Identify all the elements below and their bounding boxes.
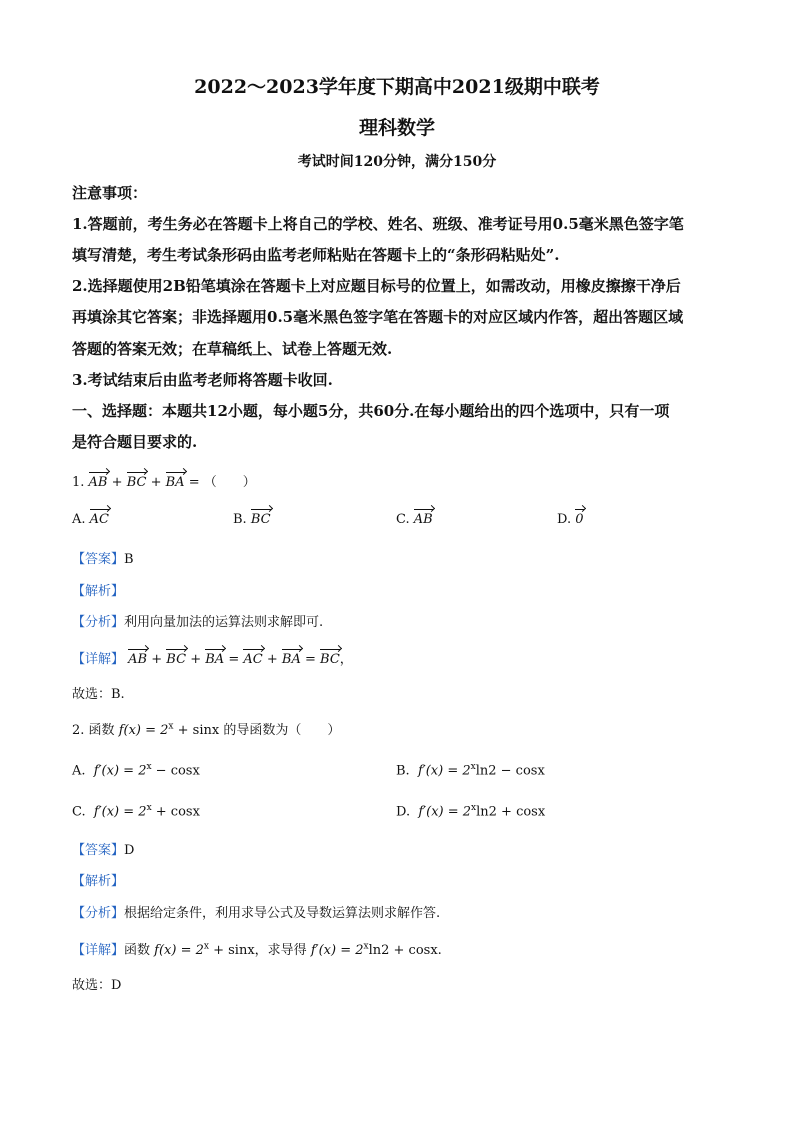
section-heading-2: 是符合题目要求的. [72,433,198,451]
answer-value: D [124,843,135,858]
exponent: x [470,762,476,772]
q2-prefix: 2. 函数 [72,723,115,738]
answer-value: B [124,552,134,567]
note-2a: 2.选择题使用2B铅笔填涂在答题卡上对应题目标号的位置上，如需改动，用橡皮擦擦干净后 [72,277,681,295]
option-expr-rest: ln2 − cosx [475,763,545,779]
function-expr-rest: + sinx [208,943,255,958]
q1-option-a [72,512,109,527]
option-expr: f′(x) = 2 [93,804,147,820]
option-label: A. [72,512,86,527]
vector-ac: AC [243,652,263,667]
note-3: 3.考试结束后由监考老师将答题卡收回. [72,371,333,389]
detail-text: 函数 [124,943,151,958]
option-value: 0 [575,512,584,527]
option-label: C. [72,804,86,820]
q1-option-c [396,512,433,527]
q1-detail [72,648,353,667]
plus-sign: + [190,652,202,667]
note-2b: 再填涂其它答案；非选择题用0.5毫米黑色签字笔在答题卡的对应区域内作答，超出答题区域 [72,308,684,326]
exponent: x [363,941,369,952]
option-label: B. [396,763,410,779]
q2-fenxi [72,902,440,921]
q2-answer [72,839,134,858]
analysis-tag: 【解析】 [72,874,125,889]
fenxi-tag: 【分析】 [72,906,125,921]
plus-sign: + [266,652,278,667]
fenxi-text: 根据给定条件，利用求导公式及导数运算法则求解作答. [124,906,441,921]
option-value: AC [89,512,110,527]
option-value: AB [413,512,433,527]
q1-stem [72,471,256,490]
exponent: x [203,941,209,952]
q1-number: 1. [72,475,85,490]
punctuation: . [437,943,442,958]
derivative-expr: f′(x) = 2 [310,943,364,958]
answer-tag: 【答案】 [72,552,125,567]
vector-bc: BC [126,475,147,490]
option-label: C. [396,512,410,527]
exponent: x [146,762,152,772]
q2-stem [72,719,340,738]
punctuation: ， [339,652,353,667]
q2-detail [72,939,442,958]
option-expr-rest: ln2 + cosx [476,804,546,820]
analysis-tag: 【解析】 [72,584,125,599]
vector-bc: BC [320,652,340,667]
q2-option-b [396,762,545,778]
plus-sign: + [111,475,123,490]
plus-sign: + [151,652,163,667]
option-label: D. [396,804,411,820]
function-expr-rest: + sinx [173,723,220,738]
q1-option-d [557,512,584,527]
plus-sign: + [150,475,162,490]
option-expr-rest: − cosx [151,763,200,779]
answer-blank: （ ） [203,475,256,490]
exam-info: 考试时间120分钟，满分150分 [297,154,497,170]
q2-suffix: 的导函数为（ ） [223,723,341,738]
q2-conclusion: 故选：D [72,978,122,993]
option-expr: f′(x) = 2 [93,763,147,779]
equals-sign: = [305,652,316,667]
notes-heading: 注意事项： [72,184,148,202]
exam-title: 2022～2023学年度下期高中2021级期中联考 [194,76,600,98]
answer-tag: 【答案】 [72,843,125,858]
vector-ab: AB [88,475,108,490]
note-2c: 答题的答案无效；在草稿纸上、试卷上答题无效. [72,340,393,358]
q1-analysis [72,580,124,599]
q2-option-c [72,803,200,819]
fenxi-tag: 【分析】 [72,615,125,630]
q1-fenxi [72,611,323,630]
option-expr: f′(x) = 2 [417,763,471,779]
equals-sign: = [188,475,200,490]
equals-sign: = [228,652,240,667]
exponent: x [471,803,477,813]
q2-option-a [72,762,200,778]
option-label: B. [233,512,247,527]
q1-option-b [233,512,271,527]
exponent: x [146,803,152,813]
q2-analysis [72,870,124,889]
exam-subject: 理科数学 [358,117,435,139]
option-expr: f′(x) = 2 [418,804,472,820]
q1-answer [72,548,134,567]
detail-tag: 【详解】 [72,943,125,958]
note-1a: 1.答题前，考生务必在答题卡上将自己的学校、姓名、班级、准考证号用0.5毫米黑色签字笔 [72,215,684,233]
vector-ba: BA [205,652,225,667]
detail-tag: 【详解】 [72,652,125,667]
option-value: BC [250,512,271,527]
function-expr: f(x) = 2 [154,943,204,958]
q1-conclusion: 故选：B. [72,687,125,702]
option-expr-rest: + cosx [151,804,200,820]
section-heading-1: 一、选择题：本题共12小题，每小题5分，共60分.在每小题给出的四个选项中，只有一项 [72,402,670,420]
note-1b: 填写清楚，考生考试条形码由监考老师粘贴在答题卡上的“条形码粘贴处”. [72,246,560,264]
option-label: D. [557,512,572,527]
exponent: x [168,721,174,732]
vector-ba: BA [165,475,185,490]
vector-ab: AB [128,652,148,667]
option-label: A. [72,763,86,779]
vector-bc: BC [166,652,187,667]
q2-option-d [396,803,545,819]
derivative-expr-rest: ln2 + cosx [368,943,438,958]
function-expr: f(x) = 2 [118,723,169,738]
vector-ba: BA [281,652,301,667]
fenxi-text: 利用向量加法的运算法则求解即可. [124,615,324,630]
detail-text: ，求导得 [254,943,307,958]
